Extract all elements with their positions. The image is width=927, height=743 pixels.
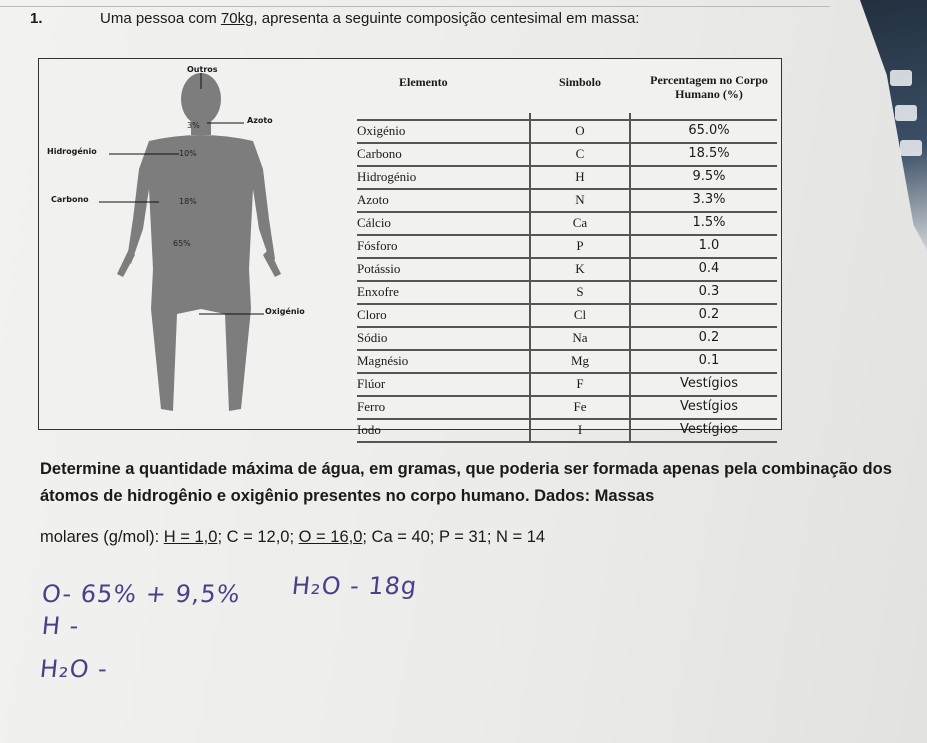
cell-simbolo: O — [575, 123, 585, 138]
cell-simbolo: N — [575, 192, 585, 207]
cell-elemento: Sódio — [357, 330, 388, 345]
molar-mass-o: O = 16,0 — [298, 528, 363, 546]
cell-simbolo: Ca — [572, 215, 588, 230]
handwritten-note: H₂O - 18g — [290, 572, 419, 600]
cell-simbolo: Cl — [573, 307, 587, 322]
cell-percentagem: 0.3 — [698, 284, 720, 299]
cell-elemento: Fósforo — [357, 238, 398, 253]
table-row — [357, 121, 777, 144]
cell-percentagem: 1.0 — [698, 238, 720, 253]
molar-mass-c: ; C = 12,0; — [217, 528, 299, 546]
table-row — [357, 328, 777, 351]
cell-elemento: Ferro — [357, 399, 386, 414]
handwritten-note: H₂O - — [38, 655, 110, 683]
header-elemento: Elemento — [399, 75, 448, 89]
pct-oxigenio: 65% — [173, 239, 191, 248]
cell-elemento: Oxigénio — [357, 123, 406, 138]
paper-edge — [0, 6, 830, 7]
table-row — [357, 374, 777, 397]
cell-simbolo: K — [575, 261, 585, 276]
table-row — [357, 397, 777, 420]
mass-value: 70kg — [220, 10, 254, 27]
cell-percentagem: 9.5% — [692, 169, 726, 184]
cell-percentagem: 1.5% — [692, 215, 726, 230]
cell-percentagem: 18.5% — [688, 146, 730, 161]
background-keyboard-corner — [860, 0, 927, 250]
background-key — [895, 105, 917, 121]
cell-elemento: Cálcio — [357, 215, 391, 230]
label-carbono: Carbono — [51, 195, 89, 204]
handwritten-note: O- 65% + 9,5% — [40, 580, 243, 608]
cell-elemento: Enxofre — [357, 284, 399, 299]
table-row — [357, 259, 777, 282]
cell-percentagem: Vestígios — [680, 422, 738, 437]
composition-figure — [38, 58, 782, 437]
cell-percentagem: 0.4 — [698, 261, 720, 276]
question-number: 1. — [30, 10, 43, 27]
molar-mass-rest: ; Ca = 40; P = 31; N = 14 — [362, 528, 546, 546]
handwritten-note: H - — [40, 612, 81, 640]
label-outros: Outros — [187, 65, 218, 74]
table-row — [357, 282, 777, 305]
table-row — [357, 236, 777, 259]
label-oxigenio: Oxigénio — [265, 307, 305, 316]
header-simbolo: Simbolo — [558, 75, 601, 89]
cell-elemento: Potássio — [357, 261, 401, 276]
cell-elemento: Iodo — [357, 422, 381, 437]
table-row — [357, 190, 777, 213]
cell-elemento: Magnésio — [357, 353, 409, 368]
cell-simbolo: H — [575, 169, 585, 184]
table-row — [357, 144, 777, 167]
background-key — [890, 70, 912, 86]
cell-simbolo: Mg — [570, 353, 590, 368]
cell-percentagem: 65.0% — [688, 123, 730, 138]
pct-carbono: 18% — [179, 197, 197, 206]
cell-simbolo: P — [576, 238, 584, 253]
molar-masses — [40, 524, 545, 551]
cell-elemento: Carbono — [357, 146, 402, 161]
molar-mass-h: H = 1,0 — [163, 528, 218, 546]
cell-percentagem: 0.2 — [698, 330, 720, 345]
cell-elemento: Azoto — [357, 192, 389, 207]
table-row — [357, 167, 777, 190]
background-key — [900, 140, 922, 156]
cell-simbolo: F — [576, 376, 584, 391]
table-row — [357, 420, 777, 443]
label-hidrogenio: Hidrogénio — [47, 147, 97, 156]
exercise-prompt: Determine a quantidade máxima de água, em gramas, que poderia ser formada apenas pela combinação dos átomos de hidrogênio e oxigênio presentes no corpo humano. Dados: Massas — [40, 460, 892, 505]
body-silhouette — [39, 59, 359, 429]
molar-masses-prefix: molares (g/mol): — [40, 528, 164, 546]
question-text-part: Uma pessoa com — [100, 10, 221, 27]
pct-hidrogenio: 10% — [179, 149, 197, 158]
table-row — [357, 351, 777, 374]
question-text-part: , apresenta a seguinte composição centesimal em massa: — [253, 10, 640, 27]
cell-elemento: Flúor — [357, 376, 386, 391]
cell-percentagem: Vestígios — [680, 376, 738, 391]
cell-simbolo: Fe — [573, 399, 587, 414]
question-text — [100, 10, 639, 27]
cell-elemento: Cloro — [357, 307, 387, 322]
header-percentagem: Percentagem no Corpo Humano (%) — [650, 73, 768, 101]
cell-percentagem: 3.3% — [692, 192, 726, 207]
cell-simbolo: S — [576, 284, 584, 299]
composition-table — [357, 73, 777, 443]
table-row — [357, 305, 777, 328]
label-azoto: Azoto — [247, 116, 273, 125]
table-row — [357, 213, 777, 236]
table-header — [357, 73, 777, 121]
cell-elemento: Hidrogénio — [357, 169, 417, 184]
cell-percentagem: 0.2 — [698, 307, 720, 322]
cell-simbolo: C — [575, 146, 585, 161]
cell-percentagem: 0.1 — [698, 353, 720, 368]
cell-percentagem: Vestígios — [680, 399, 738, 414]
cell-simbolo: I — [577, 422, 583, 437]
cell-simbolo: Na — [572, 330, 588, 345]
pct-azoto: 3% — [187, 121, 200, 130]
